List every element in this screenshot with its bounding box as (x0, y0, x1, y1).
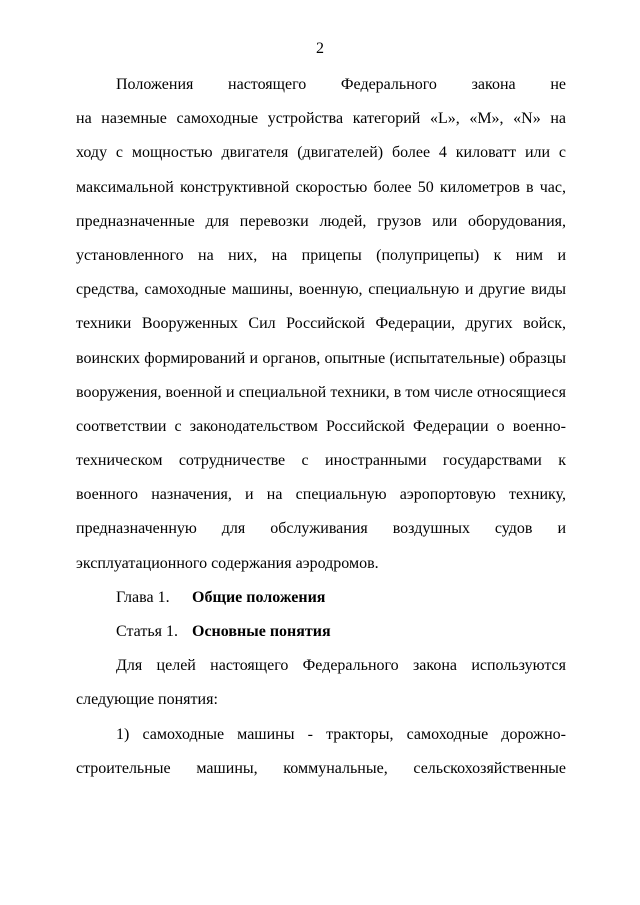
article-heading (76, 615, 566, 649)
intro-line-5: предназначенные для перевозки людей, грузов или оборудования, (76, 212, 566, 230)
definitions-intro-paragraph (76, 649, 566, 717)
intro-paragraph (76, 68, 566, 581)
intro-line-13: военного назначения, и на специальную аэропортовую технику, (76, 486, 566, 504)
intro-line-7: средства, самоходные машины, военную, специальную и другие виды (76, 281, 566, 299)
document-body (76, 68, 566, 786)
definition-item-1 (76, 718, 566, 786)
definitions-intro-line-2: следующие понятия: (76, 691, 218, 709)
intro-line-2: на наземные самоходные устройства категорий «L», «M», «N» на (76, 110, 566, 128)
intro-line-14: предназначенную для обслуживания воздушных судов и (76, 520, 566, 538)
intro-line-9: воинских формирований и органов, опытные (испытательные) образцы (76, 349, 566, 367)
definitions-intro-line-1: Для целей настоящего Федерального закона используются (116, 657, 566, 675)
intro-line-1: Положения настоящего Федерального закона не (116, 76, 566, 93)
chapter-title: Общие положения (192, 588, 326, 606)
item1-line-2: строительные машины, коммунальные, сельскохозяйственные (76, 759, 566, 777)
chapter-label: Глава 1. (116, 588, 170, 606)
intro-line-4: максимальной конструктивной скоростью более 50 километров в час, (76, 178, 566, 196)
intro-line-6: установленного на них, на прицепы (полуприцепы) к ним и (76, 246, 566, 264)
chapter-heading (76, 581, 566, 615)
intro-line-15: эксплуатационного содержания аэродромов. (76, 554, 379, 572)
page-number: 2 (316, 40, 324, 57)
article-title: Основные понятия (192, 623, 331, 641)
intro-line-3: ходу с мощностью двигателя (двигателей) более 4 киловатт или с (76, 144, 566, 162)
intro-line-8: техники Вооруженных Сил Российской Федерации, других войск, (76, 315, 566, 333)
article-label: Статья 1. (116, 623, 178, 641)
intro-line-12: техническом сотрудничестве с иностранными государствами к (76, 452, 566, 470)
intro-line-11: соответствии с законодательством Российской Федерации о военно- (76, 417, 566, 435)
intro-line-10: вооружения, военной и специальной техники, в том числе относящиеся (76, 383, 566, 401)
item1-line-1: 1) самоходные машины - тракторы, самоходные дорожно- (116, 725, 566, 743)
